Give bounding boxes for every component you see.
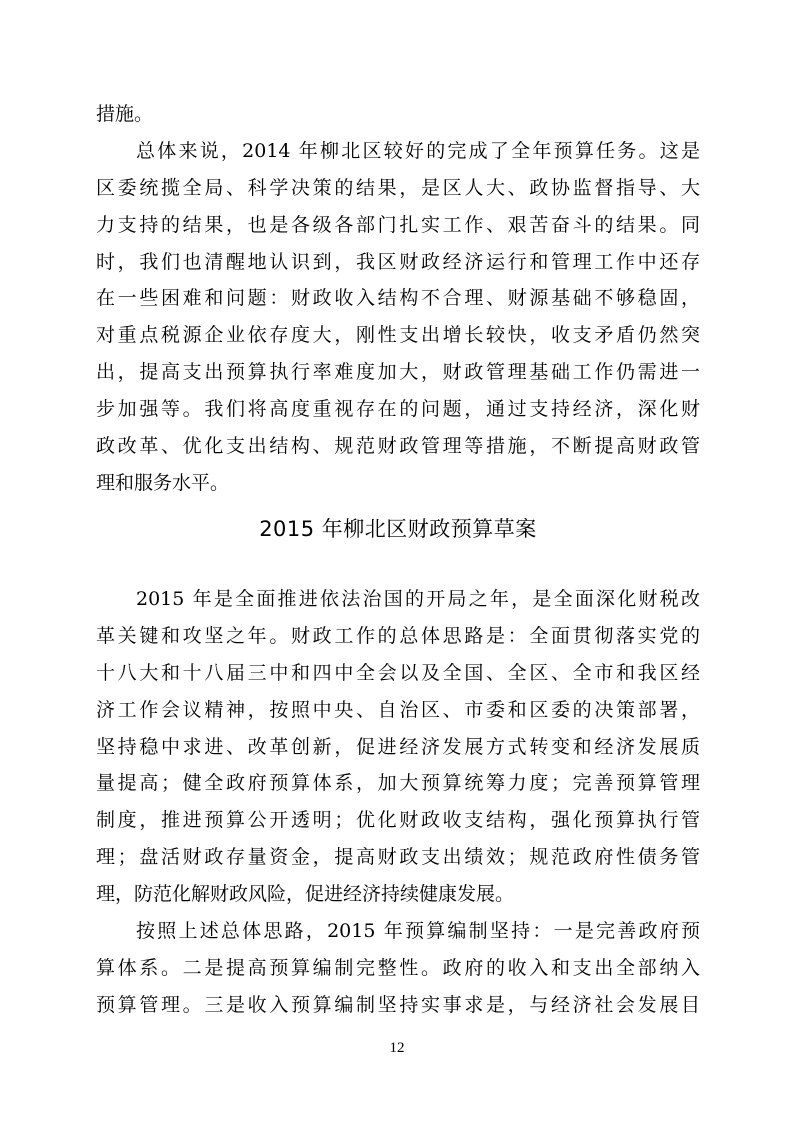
page-number: 12 <box>389 1040 405 1056</box>
text-line: 总体来说，2014 年柳北区较好的完成了全年预算任务。这是 <box>136 139 700 162</box>
text-line: 2015 年是全面推进依法治国的开局之年，是全面深化财税改 <box>136 588 700 610</box>
text-line: 出，提高支出预算执行率难度加大，财政管理基础工作仍需进一 <box>96 361 700 384</box>
text-line: 制度，推进预算公开透明；优化财政收支结构，强化预算执行管 <box>96 809 700 832</box>
text-line: 理和服务水平。 <box>96 471 230 494</box>
text-line: 时，我们也清醒地认识到，我区财政经济运行和管理工作中还存 <box>96 250 700 273</box>
text-line: 理；盘活财政存量资金，提高财政支出绩效；规范政府性债务管 <box>96 846 700 869</box>
text-line: 算体系。二是提高预算编制完整性。政府的收入和支出全部纳入 <box>96 956 700 979</box>
section-2 <box>96 581 700 1024</box>
text-line: 量提高；健全政府预算体系，加大预算统筹力度；完善预算管理 <box>96 772 700 795</box>
section-heading: 2015 年柳北区财政预算草案 <box>259 517 537 541</box>
text-line: 坚持稳中求进、改革创新，促进经济发展方式转变和经济发展质 <box>96 735 700 758</box>
text-line: 区委统揽全局、科学决策的结果，是区人大、政协监督指导、大 <box>96 176 700 199</box>
text-line: 对重点税源企业依存度大，刚性支出增长较快，收支矛盾仍然突 <box>96 324 700 347</box>
text-line: 按照上述总体思路，2015 年预算编制坚持：一是完善政府预 <box>136 920 700 943</box>
text-line: 十八大和十八届三中和四中全会以及全国、全区、全市和我区经 <box>96 661 700 684</box>
text-line: 力支持的结果，也是各级各部门扎实工作、艰苦奋斗的结果。同 <box>96 213 700 236</box>
text-line: 济工作会议精神，按照中央、自治区、市委和区委的决策部署， <box>96 698 700 721</box>
section-1 <box>96 96 700 502</box>
text-line: 革关键和攻坚之年。财政工作的总体思路是：全面贯彻落实党的 <box>96 624 700 647</box>
text-line: 在一些困难和问题：财政收入结构不合理、财源基础不够稳固， <box>96 287 700 310</box>
text-line: 预算管理。三是收入预算编制坚持实事求是，与经济社会发展目 <box>96 993 700 1016</box>
text-line: 理，防范化解财政风险，促进经济持续健康发展。 <box>96 883 515 906</box>
text-line: 政改革、优化支出结构、规范财政管理等措施，不断提高财政管 <box>96 435 700 458</box>
text-line: 措施。 <box>96 103 154 125</box>
text-line: 步加强等。我们将高度重视存在的问题，通过支持经济，深化财 <box>96 398 700 421</box>
